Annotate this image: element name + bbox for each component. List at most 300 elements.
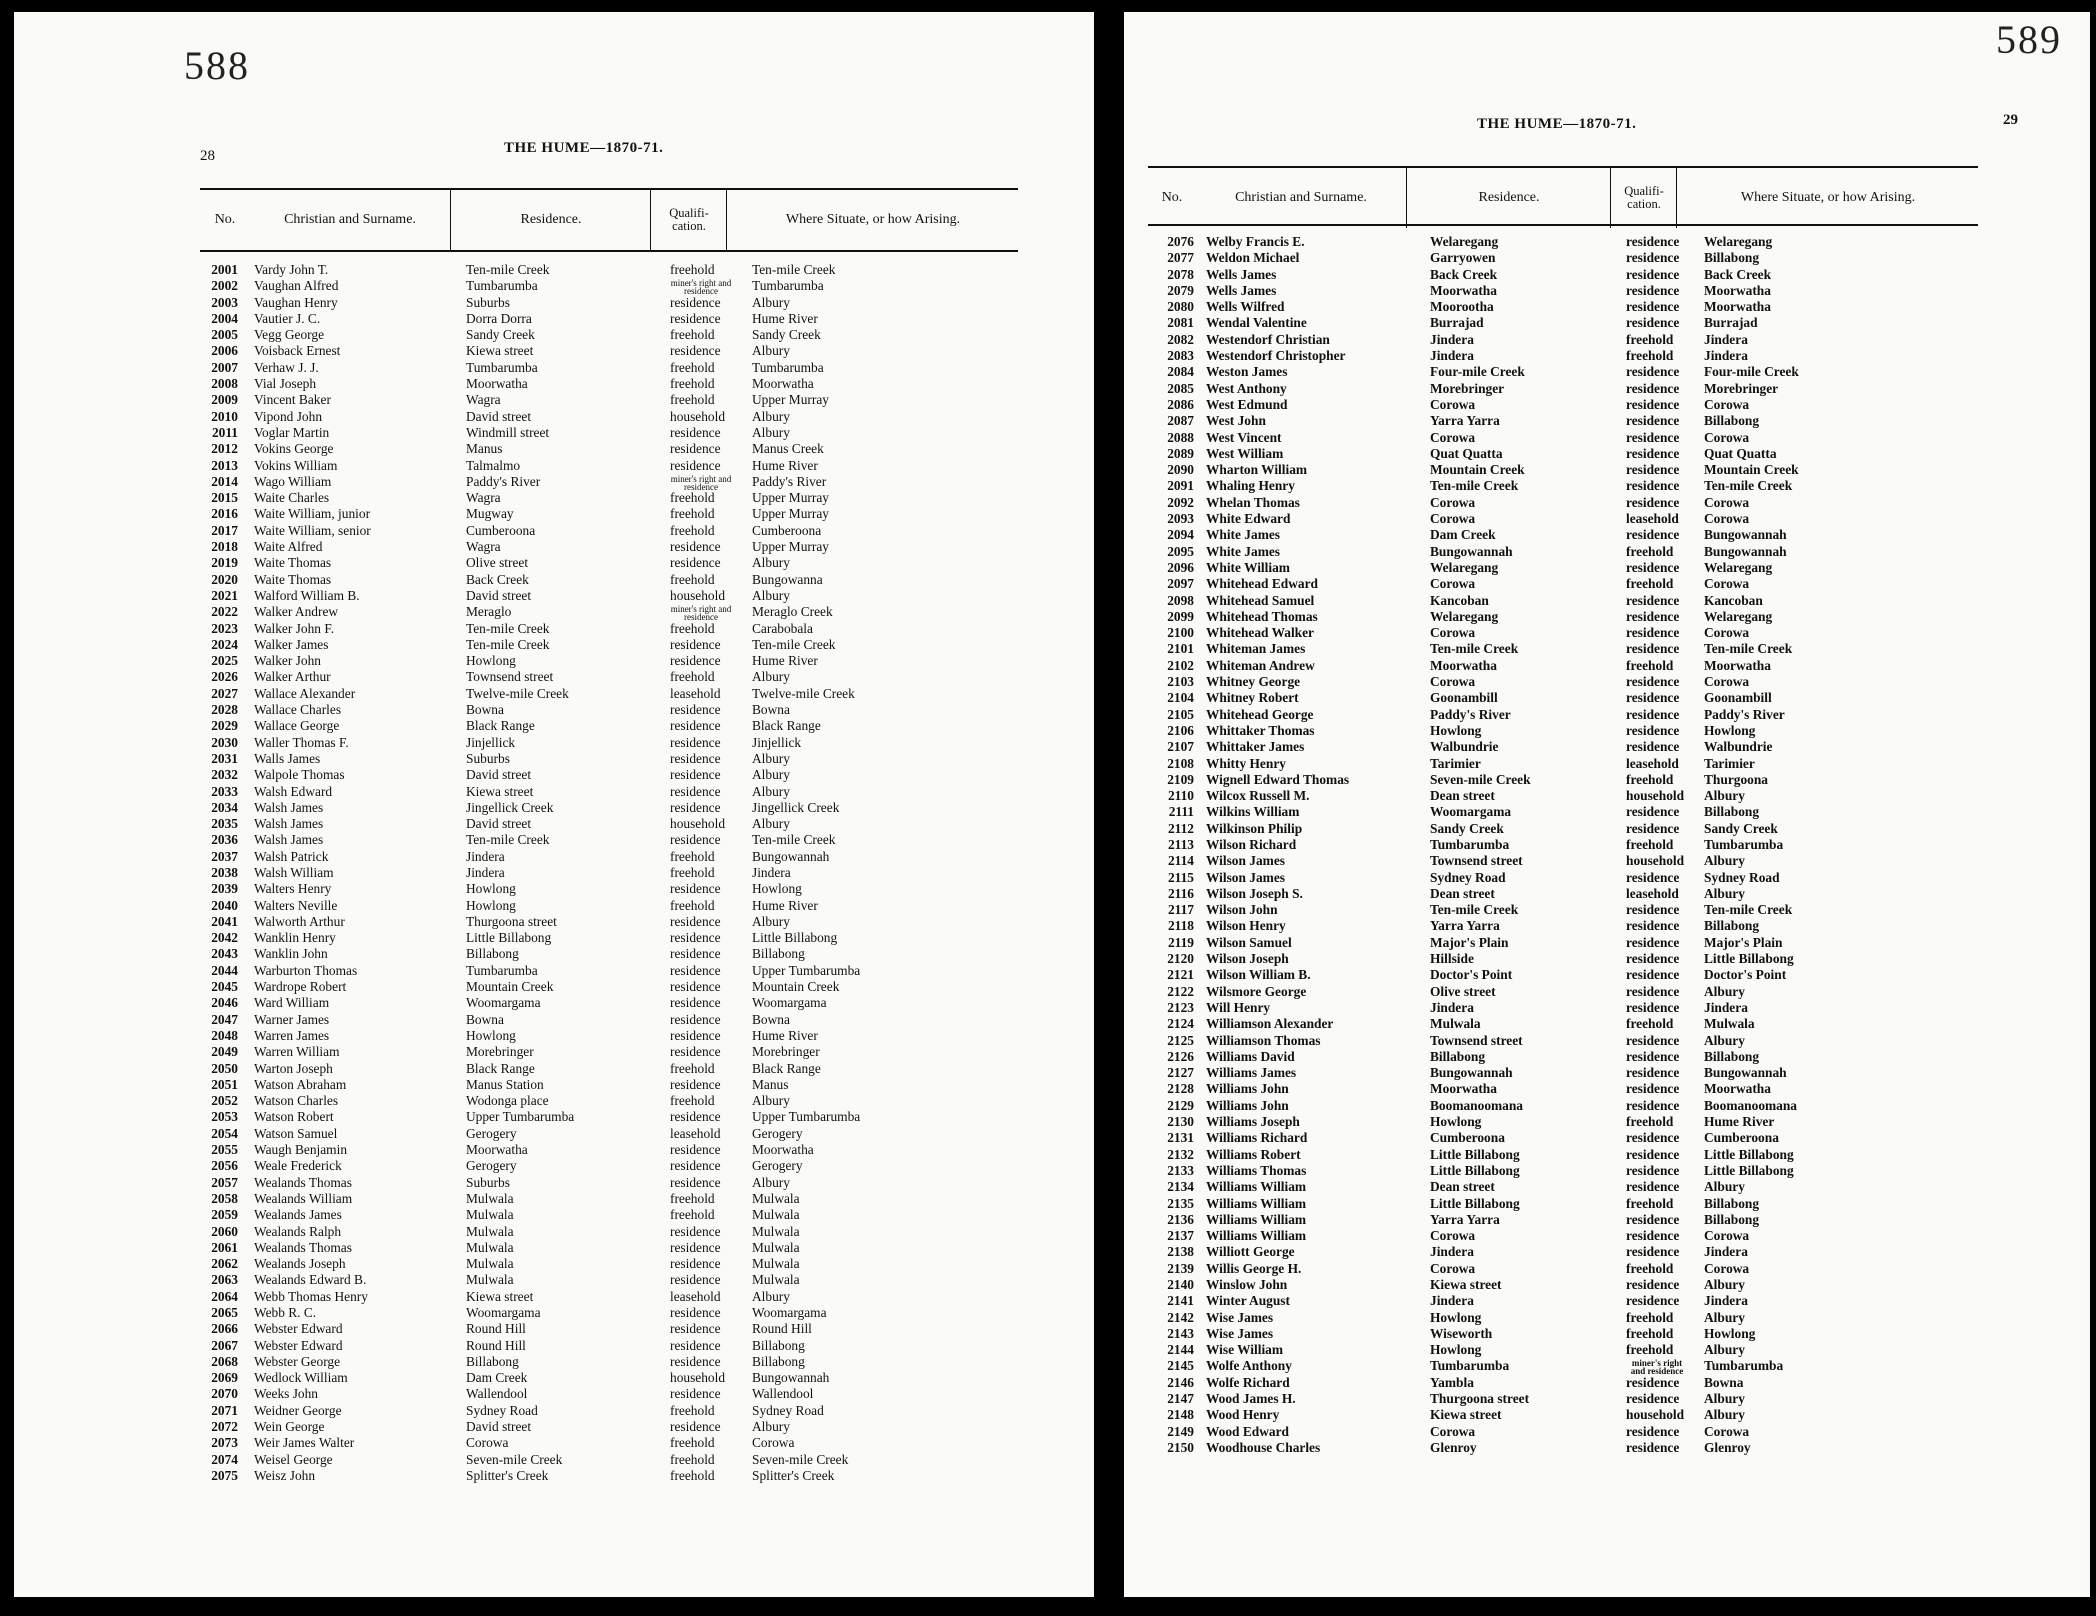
entry-name: Vardy John T.: [254, 262, 329, 277]
entry-number: 2070: [211, 1386, 238, 1402]
entry-name: West John: [1206, 413, 1266, 429]
entry-residence: Kiewa street: [1430, 1407, 1502, 1423]
entry-name: Vokins William: [254, 457, 338, 473]
entry-number: 2014: [211, 473, 238, 489]
entry-qualification: leasehold: [670, 1288, 721, 1304]
entry-qualification: residence: [1626, 1179, 1680, 1195]
entry-residence: Billabong: [466, 1353, 519, 1369]
entry-where: Ten-mile Creek: [752, 262, 836, 277]
entry-residence: Woomargama: [466, 995, 541, 1011]
table-row: [1148, 1130, 1978, 1146]
entry-name: Williams James: [1206, 1065, 1297, 1081]
entry-number: 2065: [211, 1305, 238, 1320]
entry-residence: Jindera: [1430, 999, 1474, 1015]
entry-residence: Quat Quatta: [1430, 445, 1503, 461]
entry-qualification: residence: [1626, 250, 1680, 266]
entry-residence: Little Billabong: [466, 930, 552, 946]
entry-number: 2032: [211, 767, 238, 783]
table-row: [200, 523, 1018, 539]
entry-residence: Tumbarumba: [466, 359, 538, 375]
entry-number: 2091: [1167, 478, 1194, 494]
entry-number: 2114: [1167, 853, 1194, 869]
entry-name: Wilson William B.: [1206, 967, 1311, 983]
entry-residence: Windmill street: [466, 424, 550, 440]
table-row: [1148, 1407, 1978, 1423]
entry-residence: Four-mile Creek: [1430, 364, 1525, 380]
entry-number: 2016: [211, 506, 238, 522]
entry-number: 2025: [211, 653, 238, 669]
entry-name: Wilkins William: [1206, 804, 1300, 820]
entry-number: 2118: [1167, 918, 1194, 934]
entry-name: Vaughan Henry: [254, 294, 338, 310]
entry-residence: Manus Station: [466, 1076, 544, 1092]
entry-number: 2109: [1167, 771, 1194, 787]
roll-entries: [1148, 234, 1978, 1456]
entry-where: Sydney Road: [752, 1402, 824, 1418]
entry-number: 2004: [211, 310, 238, 326]
entry-number: 2002: [211, 278, 238, 294]
entry-name: Walsh James: [254, 799, 324, 815]
entry-number: 2059: [211, 1207, 238, 1223]
entry-where: Black Range: [752, 718, 821, 734]
table-row: [200, 1061, 1018, 1077]
entry-where: Mulwala: [752, 1239, 800, 1255]
entry-name: Walsh James: [254, 816, 324, 832]
entry-name: Walker Andrew: [254, 604, 339, 620]
entry-name: Williams John: [1206, 1097, 1289, 1113]
entry-qualification: residence: [670, 1142, 721, 1158]
table-row: [1148, 381, 1978, 397]
entry-where: Billabong: [752, 1337, 805, 1353]
entry-residence: Jindera: [466, 848, 505, 864]
entry-residence: Little Billabong: [1430, 1195, 1520, 1211]
entry-qualification: residence: [1626, 1081, 1680, 1097]
entry-number: 2047: [211, 1011, 238, 1027]
table-row: [1148, 951, 1978, 967]
entry-qualification: residence: [1626, 494, 1680, 510]
entry-qualification: miner's right and residence: [670, 604, 732, 623]
entry-number: 2037: [211, 848, 238, 864]
entry-number: 2003: [211, 294, 238, 310]
entry-number: 2049: [211, 1044, 238, 1060]
entry-where: Carabobala: [752, 620, 813, 636]
roll-entries: [200, 262, 1018, 1484]
entry-residence: Townsend street: [1430, 853, 1523, 869]
entry-number: 2149: [1167, 1423, 1194, 1439]
entry-qualification: residence: [1626, 1391, 1680, 1407]
entry-residence: Ten-mile Creek: [466, 832, 550, 848]
entry-residence: Upper Tumbarumba: [466, 1109, 575, 1125]
entry-number: 2089: [1167, 445, 1194, 461]
entry-number: 2069: [211, 1370, 238, 1386]
entry-where: Jindera: [752, 864, 791, 880]
table-row: [1148, 902, 1978, 918]
table-row: [1148, 1196, 1978, 1212]
entry-name: Williams Joseph: [1206, 1114, 1300, 1130]
table-row: [200, 784, 1018, 800]
page-number: 29: [2003, 112, 2018, 128]
entry-residence: Suburbs: [466, 1174, 510, 1190]
entry-residence: Gerogery: [466, 1158, 517, 1174]
entry-qualification: freehold: [1626, 1114, 1674, 1130]
entry-where: Albury: [752, 343, 790, 359]
entry-residence: Welaregang: [1430, 559, 1499, 575]
entry-number: 2143: [1167, 1325, 1194, 1341]
entry-qualification: residence: [1626, 690, 1680, 706]
entry-where: Albury: [1704, 885, 1745, 901]
entry-qualification: residence: [1626, 315, 1680, 331]
entry-residence: Corowa: [1430, 1423, 1476, 1439]
entry-number: 2101: [1167, 641, 1194, 657]
table-row: [1148, 1081, 1978, 1097]
entry-number: 2100: [1167, 625, 1194, 641]
entry-number: 2076: [1167, 234, 1194, 249]
table-row: [200, 1093, 1018, 1109]
entry-number: 2098: [1167, 592, 1194, 608]
entry-residence: Talmalmo: [466, 457, 521, 473]
table-row: [200, 686, 1018, 702]
entry-qualification: freehold: [670, 864, 715, 880]
entry-number: 2071: [211, 1402, 238, 1418]
table-row: [1148, 1163, 1978, 1179]
page-number: 28: [200, 148, 215, 164]
entry-where: Mulwala: [752, 1256, 800, 1272]
entry-qualification: residence: [1626, 934, 1680, 950]
entry-number: 2012: [211, 441, 238, 457]
entry-qualification: miner's right and residence: [1630, 1358, 1684, 1377]
entry-name: Whitehead George: [1206, 706, 1314, 722]
entry-qualification: residence: [1626, 445, 1680, 461]
entry-number: 2111: [1168, 804, 1194, 820]
entry-name: Walters Henry: [254, 881, 332, 897]
entry-where: Tumbarumba: [1704, 836, 1784, 852]
entry-residence: Splitter's Creek: [466, 1467, 549, 1483]
table-row: [200, 946, 1018, 962]
entry-residence: Corowa: [1430, 429, 1476, 445]
table-row: [1148, 1244, 1978, 1260]
entry-number: 2127: [1167, 1065, 1194, 1081]
entry-qualification: residence: [670, 1158, 721, 1174]
entry-where: Bungowanna: [752, 571, 823, 587]
entry-number: 2082: [1167, 331, 1194, 347]
entry-qualification: residence: [1626, 608, 1680, 624]
entry-qualification: residence: [1626, 967, 1680, 983]
entry-qualification: leasehold: [1626, 755, 1679, 771]
entry-number: 2136: [1167, 1211, 1194, 1227]
entry-where: Albury: [1704, 1179, 1745, 1195]
entry-name: Voglar Martin: [254, 424, 330, 440]
entry-where: Bungowannah: [1704, 543, 1787, 559]
entry-where: Billabong: [1704, 1048, 1760, 1064]
entry-name: Westendorf Christian: [1206, 331, 1330, 347]
entry-qualification: household: [1626, 788, 1685, 804]
entry-residence: Doctor's Point: [1430, 967, 1513, 983]
entry-where: Bowna: [752, 702, 790, 718]
entry-number: 2088: [1167, 429, 1194, 445]
table-row: [1148, 1391, 1978, 1407]
entry-residence: Moorwatha: [1430, 1081, 1497, 1097]
entry-residence: Wodonga place: [466, 1093, 549, 1109]
entry-residence: Paddy's River: [466, 473, 541, 489]
entry-residence: Moorwatha: [466, 1142, 528, 1158]
header-residence: Residence.: [450, 190, 651, 250]
entry-where: Welaregang: [1704, 559, 1773, 575]
entry-qualification: freehold: [1626, 836, 1674, 852]
table-row: [1148, 886, 1978, 902]
entry-qualification: freehold: [670, 1060, 715, 1076]
entry-residence: Walbundrie: [1430, 739, 1499, 755]
entry-number: 2122: [1167, 983, 1194, 999]
header-where: Where Situate, or how Arising.: [1676, 168, 1979, 228]
entry-qualification: freehold: [670, 1435, 715, 1451]
table-row: [200, 409, 1018, 425]
table-row: [1148, 364, 1978, 380]
entry-name: Willis George H.: [1206, 1260, 1302, 1276]
entry-qualification: household: [1626, 1407, 1685, 1423]
entry-name: Williamson Thomas: [1206, 1032, 1321, 1048]
entry-residence: Woomargama: [466, 1305, 541, 1320]
table-row: [200, 930, 1018, 946]
entry-qualification: residence: [1626, 1146, 1680, 1162]
entry-qualification: miner's right and residence: [670, 278, 732, 297]
table-row: [1148, 870, 1978, 886]
entry-where: Ten-mile Creek: [752, 636, 836, 652]
entry-residence: Jindera: [1430, 348, 1474, 364]
table-row: [200, 1240, 1018, 1256]
entry-where: Hume River: [752, 457, 818, 473]
entry-name: Walker John F.: [254, 620, 335, 636]
entry-number: 2046: [211, 995, 238, 1011]
entry-residence: Thurgoona street: [466, 913, 557, 929]
entry-residence: Jindera: [466, 864, 505, 880]
entry-qualification: residence: [670, 457, 721, 473]
entry-where: Billabong: [1704, 804, 1760, 820]
entry-number: 2095: [1167, 543, 1194, 559]
entry-qualification: freehold: [670, 1190, 715, 1206]
entry-where: Sandy Creek: [752, 327, 821, 343]
entry-residence: Ten-mile Creek: [1430, 902, 1519, 918]
entry-qualification: residence: [1626, 1439, 1680, 1455]
entry-residence: Dean street: [1430, 1179, 1495, 1195]
entry-name: Watson Abraham: [254, 1076, 347, 1092]
entry-number: 2121: [1167, 967, 1194, 983]
entry-number: 2063: [211, 1272, 238, 1288]
entry-number: 2112: [1167, 820, 1194, 836]
entry-residence: Billabong: [466, 946, 519, 962]
entry-residence: Goonambill: [1430, 690, 1498, 706]
table-row: [1148, 1016, 1978, 1032]
entry-number: 2020: [211, 571, 238, 587]
entry-qualification: freehold: [670, 848, 715, 864]
table-row: [200, 1419, 1018, 1435]
entry-residence: Kiewa street: [1430, 1277, 1502, 1292]
entry-number: 2031: [211, 750, 238, 766]
entry-name: Wood James H.: [1206, 1391, 1296, 1407]
entry-residence: Twelve-mile Creek: [466, 685, 569, 701]
entry-where: Billabong: [1704, 1211, 1760, 1227]
entry-residence: Paddy's River: [1430, 706, 1511, 722]
entry-qualification: residence: [1626, 527, 1680, 543]
entry-residence: Jingellick Creek: [466, 799, 554, 815]
entry-where: Albury: [752, 1419, 790, 1435]
entry-name: Wilson James: [1206, 869, 1285, 885]
header-no: No.: [214, 211, 236, 227]
entry-where: Hume River: [752, 1027, 818, 1043]
table-row: [200, 490, 1018, 506]
table-row: [1148, 756, 1978, 772]
entry-name: Wells James: [1206, 282, 1277, 298]
entry-residence: Howlong: [466, 881, 516, 897]
entry-name: Wood Henry: [1206, 1407, 1280, 1423]
entry-where: Albury: [752, 1288, 790, 1304]
entry-qualification: freehold: [670, 376, 715, 392]
entry-qualification: residence: [1626, 396, 1680, 412]
entry-qualification: residence: [1626, 641, 1680, 657]
table-row: [200, 979, 1018, 995]
entry-where: Albury: [1704, 1309, 1745, 1325]
entry-number: 2053: [211, 1109, 238, 1125]
entry-qualification: residence: [1626, 1032, 1680, 1048]
table-row: [1148, 315, 1978, 331]
entry-name: Wealands Thomas: [254, 1174, 352, 1190]
entry-number: 2017: [211, 522, 238, 538]
entry-qualification: freehold: [1626, 657, 1674, 673]
entry-number: 2029: [211, 718, 238, 734]
entry-where: Albury: [752, 1174, 790, 1190]
entry-residence: David street: [466, 767, 532, 783]
entry-where: Albury: [752, 816, 790, 832]
entry-name: Winslow John: [1206, 1277, 1288, 1292]
table-row: [1148, 984, 1978, 1000]
entry-qualification: residence: [670, 1272, 721, 1288]
entry-number: 2084: [1167, 364, 1194, 380]
entry-name: Walsh William: [254, 864, 334, 880]
table-row: [1148, 511, 1978, 527]
table-row: [200, 262, 1018, 278]
entry-residence: Black Range: [466, 1060, 535, 1076]
table-row: [200, 343, 1018, 359]
entry-qualification: freehold: [1626, 1342, 1674, 1358]
entry-qualification: residence: [1626, 462, 1680, 478]
entry-residence: Yarra Yarra: [1430, 1211, 1500, 1227]
entry-name: Williams William: [1206, 1228, 1307, 1244]
entry-residence: Ten-mile Creek: [466, 636, 550, 652]
entry-qualification: residence: [1626, 1244, 1680, 1260]
entry-number: 2108: [1167, 755, 1194, 771]
table-row: [1148, 1000, 1978, 1016]
entry-where: Upper Tumbarumba: [752, 962, 861, 978]
table-row: [1148, 967, 1978, 983]
entry-name: Vincent Baker: [254, 392, 331, 408]
table-row: [200, 653, 1018, 669]
entry-residence: Moorwatha: [1430, 282, 1497, 298]
entry-where: Goonambill: [1704, 690, 1772, 706]
entry-number: 2123: [1167, 999, 1194, 1015]
table-row: [200, 1386, 1018, 1402]
table-row: [200, 506, 1018, 522]
entry-residence: Jindera: [1430, 1244, 1474, 1260]
entry-where: Mountain Creek: [1704, 462, 1799, 478]
entry-residence: Sydney Road: [1430, 869, 1506, 885]
entry-where: Little Billabong: [1704, 1162, 1794, 1178]
table-row: [1148, 1342, 1978, 1358]
entry-qualification: freehold: [670, 620, 715, 636]
table-row: [1148, 1065, 1978, 1081]
entry-name: Whitty Henry: [1206, 755, 1286, 771]
entry-residence: Bowna: [466, 1011, 504, 1027]
entry-where: Little Billabong: [1704, 1146, 1794, 1162]
entry-qualification: residence: [670, 881, 721, 897]
entry-number: 2042: [211, 930, 238, 946]
entry-qualification: household: [670, 1370, 726, 1386]
entry-number: 2060: [211, 1223, 238, 1239]
table-row: [200, 963, 1018, 979]
entry-where: Ten-mile Creek: [1704, 902, 1793, 918]
entry-qualification: residence: [670, 1044, 721, 1060]
entry-where: Major's Plain: [1704, 934, 1783, 950]
entry-number: 2102: [1167, 657, 1194, 673]
entry-where: Billabong: [1704, 250, 1760, 266]
table-row: [200, 1370, 1018, 1386]
entry-qualification: residence: [670, 979, 721, 995]
entry-residence: Little Billabong: [1430, 1146, 1520, 1162]
entry-where: Manus: [752, 1076, 789, 1092]
entry-residence: Tumbarumba: [1430, 836, 1510, 852]
table-row: [1148, 283, 1978, 299]
table-row: [200, 588, 1018, 604]
table-row: [1148, 821, 1978, 837]
entry-number: 2044: [211, 962, 238, 978]
table-row: [1148, 625, 1978, 641]
entry-where: Upper Murray: [752, 490, 829, 506]
table-row: [1148, 609, 1978, 625]
entry-qualification: residence: [1626, 722, 1680, 738]
entry-qualification: residence: [670, 799, 721, 815]
entry-qualification: residence: [670, 913, 721, 929]
entry-residence: Bungowannah: [1430, 1065, 1513, 1081]
entry-number: 2103: [1167, 674, 1194, 690]
entry-name: Wilcox Russell M.: [1206, 788, 1310, 804]
entry-residence: David street: [466, 408, 532, 424]
entry-qualification: residence: [1626, 674, 1680, 690]
entry-name: Westendorf Christopher: [1206, 348, 1346, 364]
entry-qualification: residence: [670, 555, 721, 571]
entry-qualification: residence: [1626, 559, 1680, 575]
entry-where: Hume River: [752, 897, 818, 913]
entry-qualification: residence: [670, 783, 721, 799]
table-row: [1148, 1033, 1978, 1049]
entry-name: Walpole Thomas: [254, 767, 345, 783]
entry-qualification: freehold: [1626, 576, 1674, 592]
entry-residence: Howlong: [1430, 1309, 1482, 1325]
entry-name: Williams Thomas: [1206, 1162, 1307, 1178]
entry-name: Webb Thomas Henry: [254, 1288, 368, 1304]
entry-residence: Jinjellick: [466, 734, 516, 750]
entry-qualification: residence: [1626, 902, 1680, 918]
table-row: [200, 1468, 1018, 1484]
table-row: [200, 327, 1018, 343]
table-row: [200, 865, 1018, 881]
entry-residence: David street: [466, 587, 532, 603]
entry-residence: Glenroy: [1430, 1439, 1477, 1455]
entry-where: Hume River: [752, 310, 818, 326]
table-header: [1148, 168, 1978, 228]
entry-name: Whitney Robert: [1206, 690, 1299, 706]
table-row: [200, 1109, 1018, 1125]
entry-number: 2092: [1167, 494, 1194, 510]
entry-name: Waite Alfred: [254, 539, 323, 555]
entry-where: Cumberoona: [1704, 1130, 1779, 1146]
